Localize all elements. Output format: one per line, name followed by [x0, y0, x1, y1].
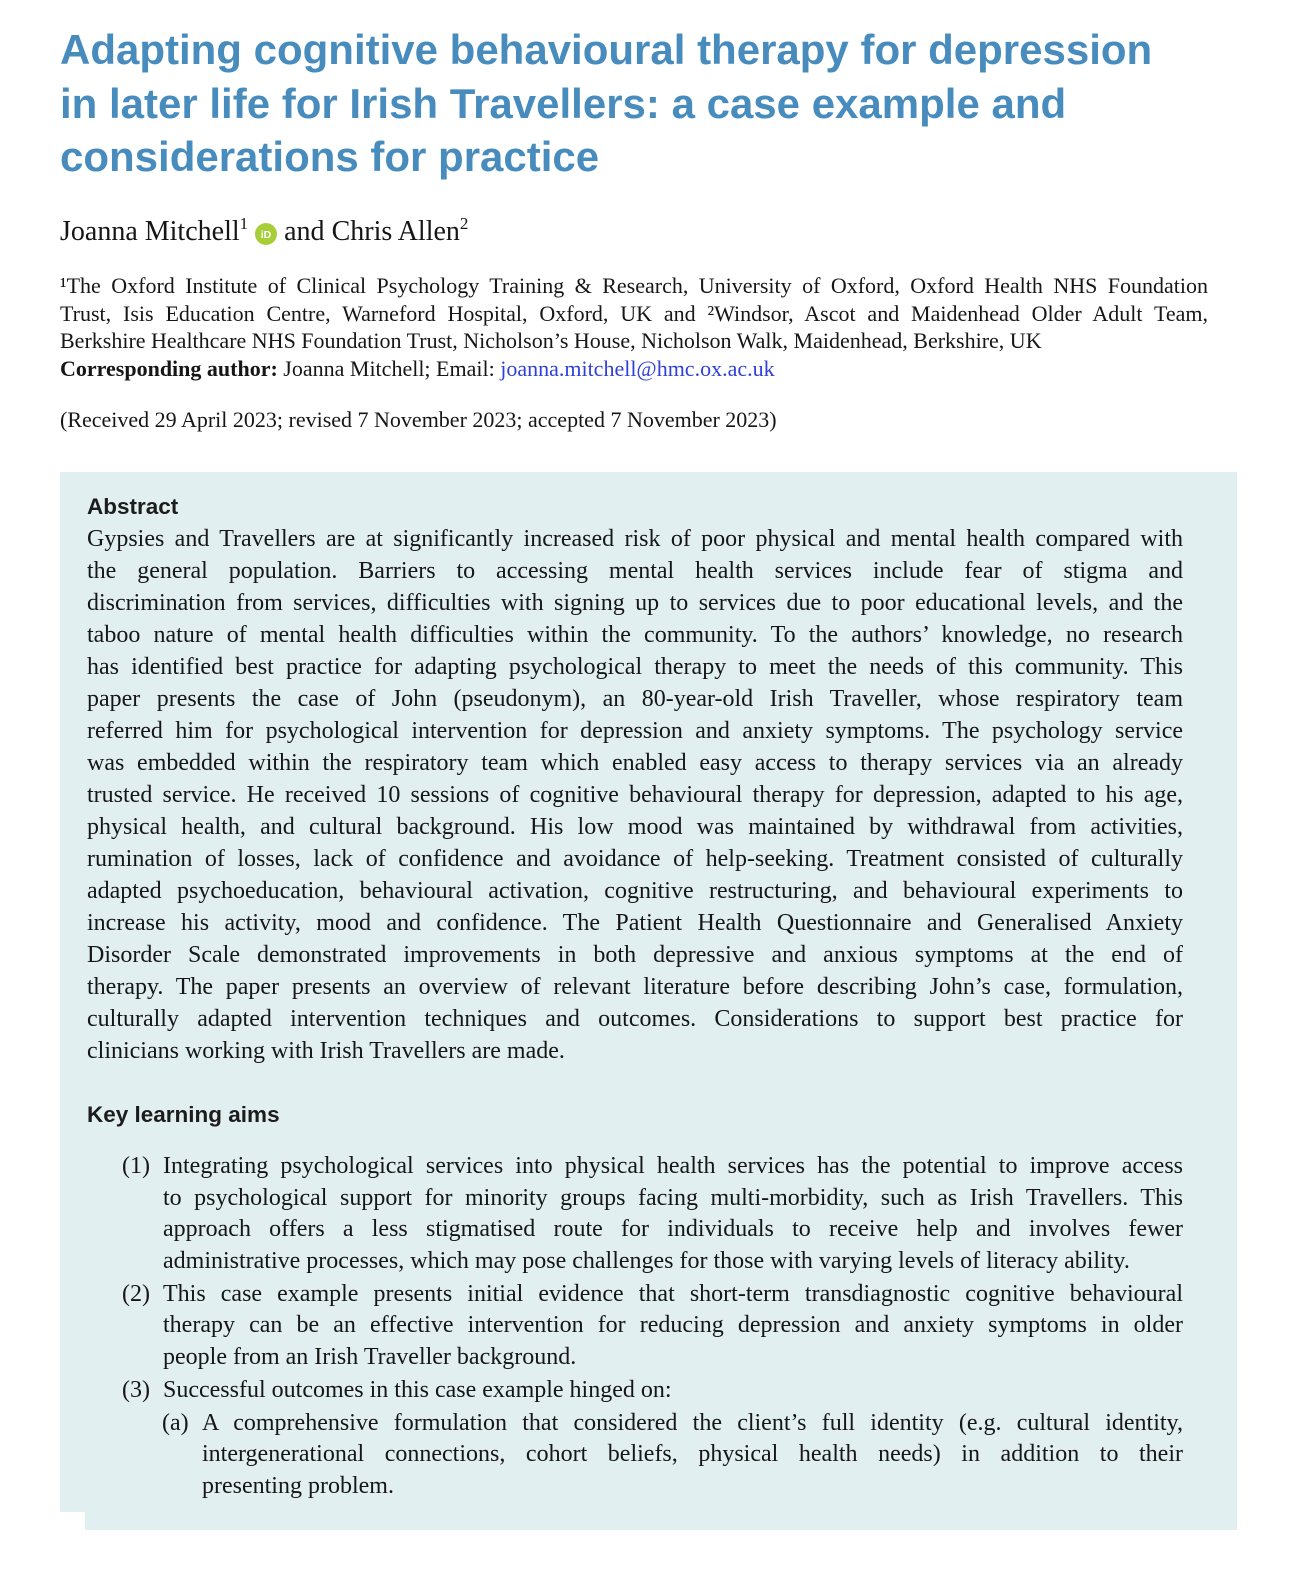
corresponding-author [60, 355, 1208, 383]
author-list [60, 214, 468, 250]
title-line: Adapting cognitive behavioural therapy for depression [60, 26, 1153, 73]
learning-aim-item [87, 1375, 1183, 1503]
abstract-line: discrimination from services, difficulties with signing up to services due to poor educational levels, and the [87, 590, 1183, 616]
learning-aim-line: This case example presents initial evidence that short-term transdiagnostic cognitive behavioural [163, 1280, 1183, 1307]
abstract-line: paper presents the case of John (pseudonym), an 80-year-old Irish Traveller, whose respiratory team [87, 686, 1183, 712]
abstract-box-content [87, 491, 1183, 1502]
affiliation-line: ¹The Oxford Institute of Clinical Psychology Training & Research, University of Oxford, Oxford Health NHS Foundation [60, 273, 1208, 298]
abstract-line: clinicians working with Irish Travellers are made. [87, 1038, 565, 1064]
learning-aim-subitem-line: intergenerational connections, cohort beliefs, physical health needs) in addition to their [202, 1441, 1183, 1467]
abstract-line: has identified best practice for adapting psychological therapy to meet the needs of this community. This [87, 654, 1183, 680]
abstract-line: increase his activity, mood and confidence. The Patient Health Questionnaire and Generalised Anxiety [87, 910, 1183, 936]
abstract-line: rumination of losses, lack of confidence and avoidance of help-seeking. Treatment consisted of culturally [87, 846, 1183, 872]
orcid-badge-text: iD [260, 228, 272, 241]
orcid-badge [255, 223, 277, 245]
learning-aim-line: Successful outcomes in this case example hinged on: [163, 1376, 672, 1403]
learning-aim-number: (2) [122, 1280, 150, 1307]
learning-aim-line: people from an Irish Traveller background. [163, 1343, 577, 1370]
learning-aim-subitem [163, 1408, 1183, 1503]
corresponding-author-label: Corresponding author: [60, 355, 278, 381]
affiliation-marker: 1 [239, 214, 249, 233]
learning-aim-line: Integrating psychological services into physical health services has the potential to improve access [163, 1153, 1183, 1179]
author-name: Chris Allen [331, 216, 460, 247]
abstract-line: Gypsies and Travellers are at significantly increased risk of poor physical and mental health compared with [87, 526, 1183, 552]
abstract-line: taboo nature of mental health difficulties within the community. To the authors’ knowledge, no research [87, 622, 1183, 648]
abstract-box-tail [85, 1512, 1237, 1530]
author-conjunction: and [284, 216, 325, 247]
abstract-line: adapted psychoeducation, behavioural activation, cognitive restructuring, and behavioural experiments to [87, 878, 1183, 904]
abstract-line: physical health, and cultural background. His low mood was maintained by withdrawal from activities, [87, 814, 1183, 840]
abstract-body [87, 523, 1183, 1067]
learning-aim-line: administrative processes, which may pose challenges for those with varying levels of literacy ability. [163, 1247, 1130, 1274]
affiliation-marker: 2 [459, 214, 469, 233]
abstract-line: therapy. The paper presents an overview of relevant literature before describing John’s case, formulation, [87, 974, 1183, 1000]
learning-aim-subitem-line: A comprehensive formulation that considered the client’s full identity (e.g. cultural identity, [202, 1409, 1183, 1436]
learning-aim-line: to psychological support for minority groups facing multi-morbidity, such as Irish Travellers. This [163, 1184, 1183, 1211]
learning-aim-item [87, 1279, 1183, 1374]
abstract-line: Disorder Scale demonstrated improvements in both depressive and anxious symptoms at the end of [87, 942, 1183, 968]
learning-aim-number: (3) [122, 1376, 150, 1403]
key-learning-aims-list [87, 1151, 1183, 1502]
abstract-line: culturally adapted intervention techniques and outcomes. Considerations to support best practice for [87, 1006, 1183, 1032]
corresponding-author-name: Joanna Mitchell; Email: [283, 355, 495, 381]
learning-aim-subitem-line: presenting problem. [202, 1472, 394, 1499]
abstract-line: referred him for psychological intervention for depression and anxiety symptoms. The psychology service [87, 718, 1183, 744]
orcid-icon[interactable] [255, 223, 277, 245]
learning-aim-subitem-number: (a) [162, 1409, 189, 1436]
key-learning-aims-heading: Key learning aims [87, 1102, 280, 1127]
corresponding-author-email-link[interactable]: joanna.mitchell@hmc.ox.ac.uk [500, 355, 775, 381]
title-line: considerations for practice [60, 133, 600, 180]
affiliation-line: Berkshire Healthcare NHS Foundation Trust, Nicholson’s House, Nicholson Walk, Maidenhead, Berkshire, UK [60, 328, 1042, 353]
abstract-line: was embedded within the respiratory team which enabled easy access to therapy services via an already [87, 750, 1183, 776]
author-name: Joanna Mitchell [60, 216, 240, 247]
abstract-line: the general population. Barriers to accessing mental health services include fear of stigma and [87, 558, 1183, 584]
title-line: in later life for Irish Travellers: a case example and [60, 79, 1067, 127]
affiliation-line: Trust, Isis Education Centre, Warneford Hospital, Oxford, UK and ²Windsor, Ascot and Maidenhead Older Adult Team, [60, 300, 1208, 326]
learning-aim-item [87, 1151, 1183, 1277]
abstract-heading: Abstract [87, 494, 179, 519]
learning-aim-number: (1) [122, 1153, 150, 1179]
affiliations [60, 272, 1208, 382]
learning-aim-line: therapy can be an effective intervention for reducing depression and anxiety symptoms in older [163, 1312, 1183, 1338]
received-dates: (Received 29 April 2023; revised 7 November 2023; accepted 7 November 2023) [60, 407, 777, 432]
abstract-line: trusted service. He received 10 sessions of cognitive behavioural therapy for depression, adapted to his age, [87, 782, 1183, 808]
learning-aim-line: approach offers a less stigmatised route for individuals to receive help and involves fewer [163, 1216, 1183, 1242]
abstract-box [60, 472, 1237, 1512]
article-title [60, 23, 1152, 184]
affiliation-block [60, 272, 1208, 355]
